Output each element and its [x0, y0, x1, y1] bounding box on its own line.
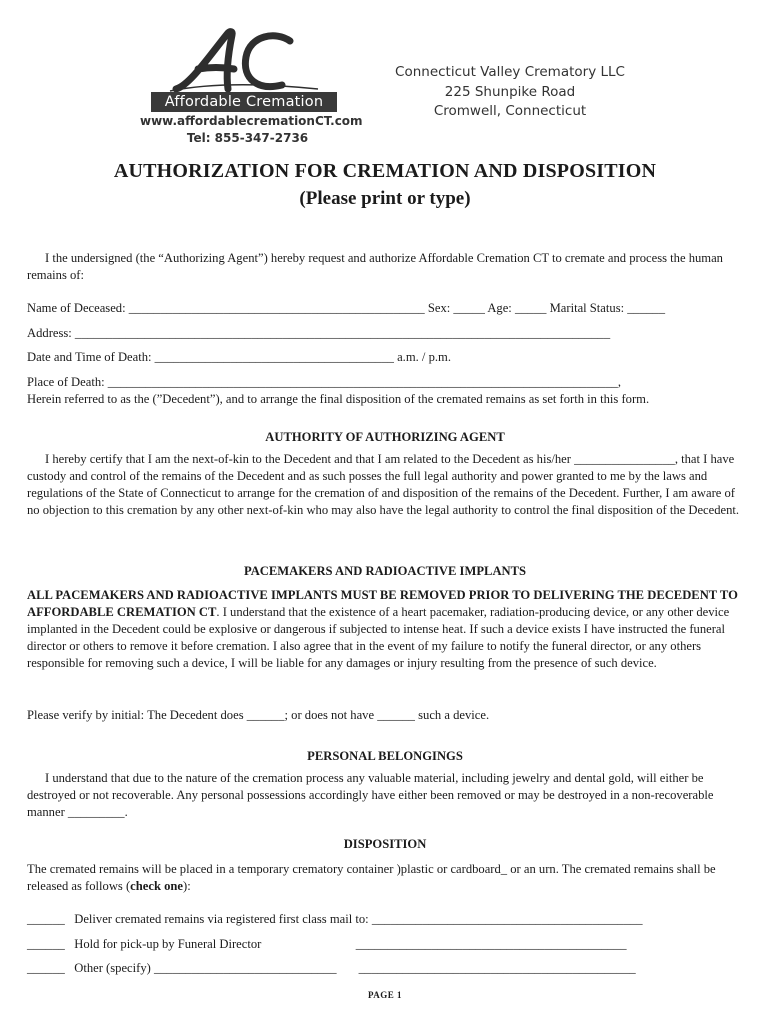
telephone-number: Tel: 855-347-2736	[186, 131, 309, 145]
place-of-death-field[interactable]: Place of Death: _________________________________________________________________________________,	[27, 375, 621, 389]
website-url: www.affordablecremationCT.com	[140, 114, 363, 128]
option-other[interactable]: ______ Other (specify) _____________________________ ____________________________________________	[27, 961, 636, 975]
disposition-text-end: ):	[183, 879, 191, 893]
logo-letter-c	[245, 36, 290, 87]
option-deliver-by-mail[interactable]: ______ Deliver cremated remains via registered first class mail to: ___________________________________________	[27, 912, 643, 926]
authority-heading: AUTHORITY OF AUTHORIZING AGENT	[265, 430, 505, 444]
pacemakers-paragraph	[27, 587, 747, 672]
page-number: PAGE 1	[367, 990, 403, 1000]
disposition-paragraph	[27, 861, 747, 895]
date-time-of-death-field[interactable]: Date and Time of Death: ______________________________________ a.m. / p.m.	[27, 350, 451, 364]
disposition-heading: DISPOSITION	[343, 837, 427, 851]
logo-letter-a	[176, 32, 234, 89]
address-field[interactable]: Address: _____________________________________________________________________________________	[27, 326, 611, 340]
pacemakers-heading: PACEMAKERS AND RADIOACTIVE IMPLANTS	[243, 564, 527, 578]
company-address-block	[370, 63, 650, 122]
company-street: 225 Shunpike Road	[444, 83, 576, 100]
logo-band-text: Affordable Cremation	[151, 92, 337, 112]
decedent-definition: Herein referred to as the (”Decedent”), and to arrange the final disposition of the cremated remains as set forth in this form.	[27, 392, 650, 406]
name-of-deceased-field[interactable]: Name of Deceased: _______________________________________________ Sex: _____ Age: _____ Marital Status: ______	[27, 301, 666, 315]
company-name: Connecticut Valley Crematory LLC	[395, 64, 625, 80]
pacemaker-verify-initials[interactable]: Please verify by initial: The Decedent does ______; or does not have ______ such a device.	[27, 708, 490, 722]
authority-paragraph: I hereby certify that I am the next-of-kin to the Decedent and that I am related to the Decedent as his/her ________________, that I have custody and control of the remains of the Decedent and as such posses the full legal authority and power granted to me by the laws and regulations of the State of Connecticut to arrange for the cremation of and disposition of the remains of the Decedent. Further, I am aware of no objection to this cremation by any other next-of-kin who may also have the legal authority to control the final disposition of the Decedent.	[27, 452, 740, 517]
belongings-paragraph: I understand that due to the nature of the cremation process any valuable material, including jewelry and dental gold, will either be destroyed or not recoverable. Any personal possessions accordingly have either been removed or may be destroyed in a non-recoverable manner _________.	[27, 771, 714, 819]
company-city: Cromwell, Connecticut	[433, 103, 587, 119]
form-subtitle: (Please print or type)	[299, 188, 471, 209]
check-one-label: check one	[130, 879, 183, 893]
belongings-heading: PERSONAL BELONGINGS	[307, 749, 463, 763]
disposition-text-start: The cremated remains will be placed in a temporary crematory container )plastic or cardboard_ or an urn. The cremated remains shall be released as follows (	[27, 862, 716, 893]
option-hold-for-pickup[interactable]: ______ Hold for pick-up by Funeral Director ___________________________________________	[27, 937, 627, 951]
pacemakers-text: . I understand that the existence of a heart pacemaker, radiation-producing device, or any other device implanted in the Decedent could be explosive or dangerous if subjected to intense heat. If such a device exists I have instructed the funeral director or others to remove it before cremation. I also agree that in the event of my failure to notify the funeral director, or any others responsible for removing such a device, I will be liable for any damages or injury resulting from the presence of such device.	[27, 605, 730, 670]
intro-paragraph: I the undersigned (the “Authorizing Agent”) hereby request and authorize Affordable Cremation CT to cremate and process the human remains of:	[27, 251, 723, 282]
form-title: AUTHORIZATION FOR CREMATION AND DISPOSITION	[113, 160, 657, 182]
pacemakers-warning: ALL PACEMAKERS AND RADIOACTIVE IMPLANTS MUST BE REMOVED PRIOR TO DELIVERING THE DECEDENT TO AFFORDABLE CREMATION CT	[27, 588, 738, 619]
